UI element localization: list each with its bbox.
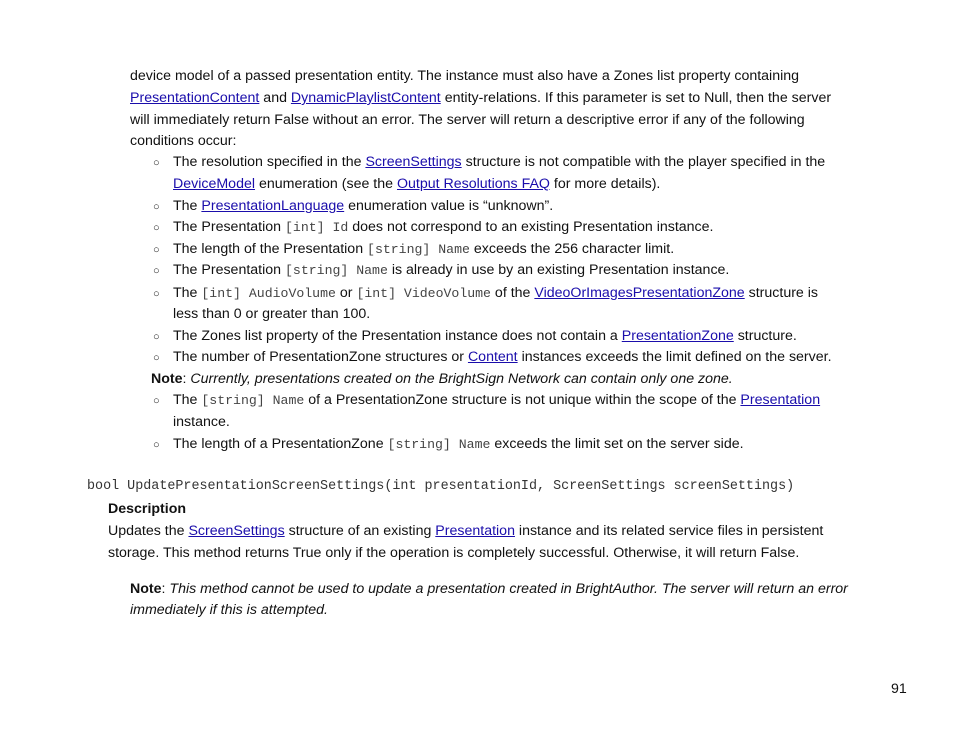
- c1-text-c: enumeration (see the: [255, 176, 397, 192]
- c3-text-a: The Presentation: [173, 219, 285, 235]
- d1-text-b: structure of an existing: [284, 523, 436, 539]
- c4-text-a: The length of the Presentation: [173, 241, 368, 257]
- c9-code: [string] Name: [201, 393, 305, 408]
- condition-8: [173, 348, 832, 366]
- condition-5: [173, 261, 729, 280]
- screen-settings-link[interactable]: ScreenSettings: [365, 154, 462, 170]
- intro-line-1: device model of a passed presentation entity. The instance must also have a Zones list property containing: [130, 68, 800, 84]
- bullet-icon: ○: [153, 352, 160, 364]
- c8-text-a: The number of PresentationZone structures or: [173, 349, 468, 365]
- zones-note: [151, 370, 733, 388]
- c1-text-b: structure is not compatible with the player specified in the: [461, 154, 826, 170]
- screen-settings-link[interactable]: ScreenSettings: [188, 523, 285, 539]
- intro-line-3: will immediately return False without an error. The server will return a descriptive error if any of the following: [130, 112, 805, 128]
- condition-9-line-1: [173, 391, 820, 410]
- c8-text-b: instances exceeds the limit defined on the server.: [517, 349, 832, 365]
- method-note-text-1: This method cannot be used to update a presentation created in BrightAuthor. The server will return an error: [169, 581, 848, 597]
- intro-line-2: [130, 89, 831, 107]
- condition-7: [173, 327, 797, 345]
- presentation-link[interactable]: Presentation: [740, 392, 821, 408]
- method-note-line-2: immediately if this is attempted.: [130, 602, 328, 618]
- c2-text-b: enumeration value is “unknown”.: [344, 198, 554, 214]
- bullet-icon: ○: [153, 395, 160, 407]
- c6-code-1: [int] AudioVolume: [201, 286, 336, 301]
- condition-6-line-1: [173, 284, 818, 303]
- condition-1-line-1: [173, 153, 825, 171]
- presentation-zone-link[interactable]: PresentationZone: [621, 328, 734, 344]
- description-line-1: [108, 522, 823, 540]
- c6-text-b: of the: [490, 285, 535, 301]
- d1-text-c: instance and its related service files in persistent: [514, 523, 824, 539]
- presentation-link[interactable]: Presentation: [435, 523, 515, 539]
- c1-text-a: The resolution specified in the: [173, 154, 366, 170]
- c6-text-a: The: [173, 285, 202, 301]
- intro-and: and: [259, 90, 291, 106]
- condition-9-line-2: instance.: [173, 414, 230, 430]
- c5-text-b: is already in use by an existing Presentation instance.: [387, 262, 730, 278]
- c10-text-b: exceeds the limit set on the server side.: [490, 436, 744, 452]
- c9-text-a: The: [173, 392, 202, 408]
- c3-text-b: does not correspond to an existing Presentation instance.: [348, 219, 714, 235]
- method-note-colon: :: [161, 581, 170, 597]
- description-heading: Description: [108, 501, 187, 517]
- condition-2: [173, 197, 553, 215]
- condition-4: [173, 240, 674, 259]
- c6-or: or: [335, 285, 357, 301]
- c7-text-b: structure.: [733, 328, 797, 344]
- description-line-2: storage. This method returns True only if the operation is completely successful. Otherwise, it will return False.: [108, 545, 800, 561]
- note-label: Note: [151, 371, 183, 387]
- bullet-icon: ○: [153, 222, 160, 234]
- bullet-icon: ○: [153, 265, 160, 277]
- bullet-icon: ○: [153, 201, 160, 213]
- c10-text-a: The length of a PresentationZone: [173, 436, 388, 452]
- output-resolutions-faq-link[interactable]: Output Resolutions FAQ: [396, 176, 550, 192]
- presentation-content-link[interactable]: PresentationContent: [130, 90, 260, 106]
- device-model-link[interactable]: DeviceModel: [173, 176, 256, 192]
- condition-10: [173, 435, 744, 454]
- bullet-icon: ○: [153, 331, 160, 343]
- note-colon: :: [182, 371, 191, 387]
- bullet-icon: ○: [153, 244, 160, 256]
- c1-text-d: for more details).: [549, 176, 661, 192]
- method-signature: bool UpdatePresentationScreenSettings(int presentationId, ScreenSettings screenSettings): [87, 479, 795, 494]
- c6-code-2: [int] VideoVolume: [356, 286, 491, 301]
- page-number: 91: [891, 681, 907, 697]
- c5-code: [string] Name: [285, 263, 388, 278]
- c5-text-a: The Presentation: [173, 262, 285, 278]
- note-text: Currently, presentations created on the BrightSign Network can contain only one zone.: [190, 371, 733, 387]
- method-note-line-1: [130, 580, 848, 598]
- bullet-icon: ○: [153, 439, 160, 451]
- c4-text-b: exceeds the 256 character limit.: [469, 241, 675, 257]
- condition-6-line-2: less than 0 or greater than 100.: [173, 306, 371, 322]
- video-or-images-presentation-zone-link[interactable]: VideoOrImagesPresentationZone: [534, 285, 745, 301]
- c10-code: [string] Name: [387, 437, 491, 452]
- c6-text-c: structure is: [744, 285, 819, 301]
- intro-line-4: conditions occur:: [130, 133, 237, 149]
- c3-code: [int] Id: [285, 220, 349, 235]
- bullet-icon: ○: [153, 157, 160, 169]
- content-link[interactable]: Content: [467, 349, 518, 365]
- bullet-icon: ○: [153, 288, 160, 300]
- condition-1-line-2: [173, 175, 660, 193]
- presentation-language-link[interactable]: PresentationLanguage: [201, 198, 345, 214]
- d1-text-a: Updates the: [108, 523, 189, 539]
- c7-text-a: The Zones list property of the Presentation instance does not contain a: [173, 328, 622, 344]
- method-note-label: Note: [130, 581, 162, 597]
- c2-text-a: The: [173, 198, 202, 214]
- dynamic-playlist-content-link[interactable]: DynamicPlaylistContent: [290, 90, 441, 106]
- c9-text-b: of a PresentationZone structure is not unique within the scope of the: [304, 392, 741, 408]
- intro-line-2-rest: entity-relations. If this parameter is set to Null, then the server: [440, 90, 832, 106]
- c4-code: [string] Name: [367, 242, 470, 257]
- condition-3: [173, 218, 713, 237]
